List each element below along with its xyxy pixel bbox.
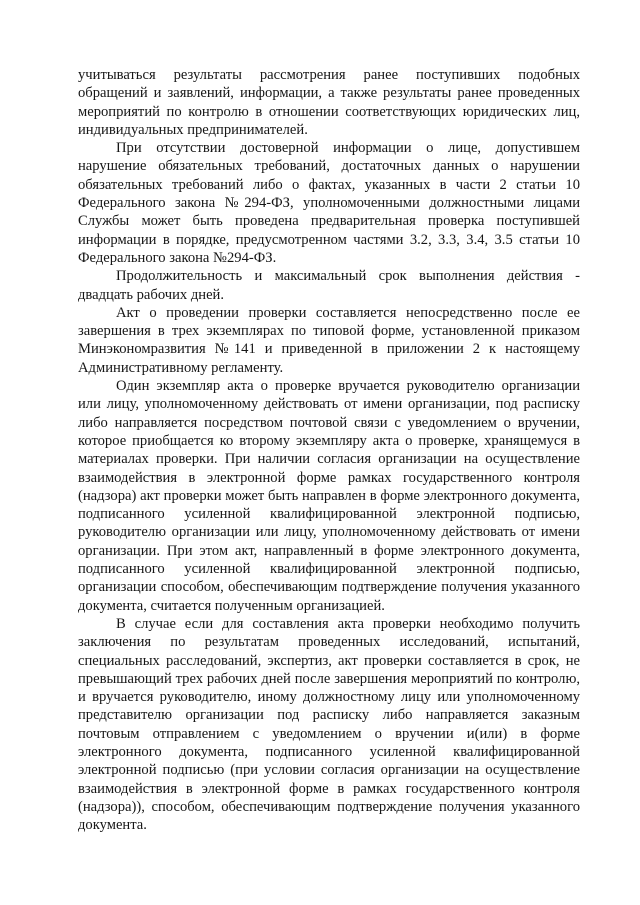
paragraph-continuation: учитываться результаты рассмотрения ранее поступивших подобных обращений и заявлений, информации, а также результаты ранее проведенных мероприятий по контролю в отношении соответствующих юридических лиц, индивидуальных предпринимателей. xyxy=(78,67,580,138)
paragraph-inspection-act: Акт о проведении проверки составляется непосредственно после ее завершения в трех экземплярах по типовой форме, установленной приказом Минэкономразвития №141 и приведенной в приложении 2 к настоящему Административному регламенту. xyxy=(78,304,580,376)
paragraph-act-delivery: Один экземпляр акта о проверке вручается руководителю организации или лицу, уполномоченному действовать от имени организации, под расписку либо направляется посредством почтовой связи с уведомлением о вручении, которое приобщается ко второму экземпляру акта о проверке, хранящемуся в материалах проверки. При наличии согласия организации на осуществление взаимодействия в электронной форме рамках государственного контроля (надзора) акт проверки может быть направлен в форме электронного документа, подписанного усиленной квалифицированной электронной подписью, руководителю организации или лицу, уполномоченному действовать от имени организации. При этом акт, направленный в форме электронного документа, подписанного усиленной квалифицированной электронной подписью, организации способом, обеспечивающим подтверждение получения указанного документа, считается полученным организацией. xyxy=(78,378,580,614)
paragraph-preliminary-check: При отсутствии достоверной информации о лице, допустившем нарушение обязательных требований, достаточных данных о нарушении обязательных требований либо о фактах, указанных в части 2 статьи 10 Федерального закона №294-ФЗ, уполномоченными должностными лицами Службы может быть проведена предварительная проверка поступившей информации в порядке, предусмотренном частями 3.2, 3.3, 3.4, 3.5 статьи 10 Федерального закона №294-ФЗ. xyxy=(78,140,580,266)
paragraph-duration: Продолжительность и максимальный срок выполнения действия - двадцать рабочих дней. xyxy=(78,268,580,303)
document-body xyxy=(78,66,580,834)
paragraph-act-deadline: В случае если для составления акта проверки необходимо получить заключения по результатам проведенных исследований, испытаний, специальных расследований, экспертиз, акт проверки составляется в срок, не превышающий трех рабочих дней после завершения мероприятий по контролю, и вручается руководителю, иному должностному лицу или уполномоченному представителю организации под расписку либо направляется заказным почтовым отправлением с уведомлением о вручении и(или) в форме электронного документа, подписанного усиленной квалифицированной электронной подписью (при условии согласия организации на осуществление взаимодействия в электронной форме в рамках государственного контроля (надзора)), способом, обеспечивающим подтверждение получения указанного документа. xyxy=(78,615,580,834)
